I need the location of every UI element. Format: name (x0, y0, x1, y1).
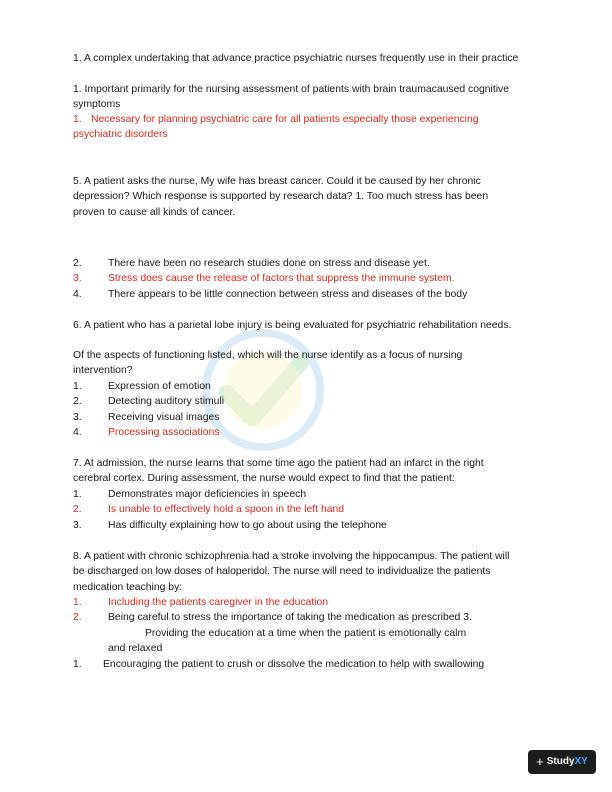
option-text: There have been no research studies done on stress and disease yet. (108, 258, 430, 269)
q6-stem2: Of the aspects of functioning listed, which will the nurse identify as a focus of nursing intervention? (73, 350, 463, 377)
option-text: Being careful to stress the importance of taking the medication as prescribed 3. (108, 612, 472, 623)
q5-stem: 5. A patient asks the nurse, My wife has breast cancer. Could it be caused by her chronic depression? Which response is supported by research data? 1. Too much stress has been proven to cause all kinds of cancer. (73, 176, 489, 218)
option-number: 3. (73, 412, 82, 423)
continuation-text: Providing the education at a time when the patient is emotionally calm (145, 628, 467, 639)
q6-stem1: 6. A patient who has a parietal lobe injury is being evaluated for psychiatric rehabilitation needs. (73, 320, 512, 331)
q5-option-2 (0, 256, 612, 271)
option-text: Expression of emotion (108, 381, 211, 392)
plus-icon: + (536, 754, 544, 770)
option-number: 2. (73, 504, 82, 515)
q7-option-1 (0, 487, 612, 502)
q7-stem: 7. At admission, the nurse learns that some time ago the patient had an infarct in the right cerebral cortex. During assessment, the nurse would expect to find that the patient: (73, 458, 484, 485)
option-number: 1. (73, 659, 82, 670)
q1-answer-num: 1. (73, 114, 82, 125)
q8-option-2 (0, 610, 612, 625)
q1-answer-text: Necessary for planning psychiatric care for all patients especially those experiencing psychiatric disorders (73, 114, 479, 141)
option-number: 2. (73, 258, 82, 269)
option-text: Detecting auditory stimuli (108, 396, 225, 407)
q8-continuation-1 (0, 626, 612, 641)
q6-option-3 (0, 410, 612, 425)
q6-option-1 (0, 379, 612, 394)
q7-option-3 (0, 518, 612, 533)
q1-line1: 1. A complex undertaking that advance practice psychiatric nurses frequently use in their practice (73, 53, 519, 64)
q8-option-1 (0, 595, 612, 610)
option-number: 2. (73, 396, 82, 407)
option-number: 1. (73, 381, 82, 392)
continuation-text: and relaxed (108, 643, 163, 654)
q6-option-2 (0, 394, 612, 409)
option-text: Stress does cause the release of factors that suppress the immune system. (108, 273, 455, 284)
option-text: There appears to be little connection between stress and diseases of the body (108, 289, 468, 300)
q5-option-4 (0, 287, 612, 302)
q1-line2: 1. Important primarily for the nursing assessment of patients with brain traumacaused cognitive symptoms (73, 84, 510, 111)
option-text: Has difficulty explaining how to go about using the telephone (108, 520, 387, 531)
option-text: Demonstrates major deficiencies in speech (108, 489, 307, 500)
option-number: 2. (73, 612, 82, 623)
option-text: Processing associations (108, 427, 220, 438)
brand-name: Study (546, 756, 575, 768)
option-number: 1. (73, 597, 82, 608)
q8-stem: 8. A patient with chronic schizophrenia had a stroke involving the hippocampus. The patient will be discharged on low doses of haloperidol. The nurse will need to individualize the patients medication teaching by: (73, 551, 510, 593)
q7-option-2 (0, 502, 612, 517)
brand-suffix: XY (574, 756, 588, 768)
option-text: Is unable to effectively hold a spoon in the left hand (108, 504, 345, 515)
q6-option-4 (0, 425, 612, 440)
option-number: 3. (73, 520, 82, 531)
q8-last-text: Encouraging the patient to crush or dissolve the medication to help with swallowing (103, 659, 485, 670)
q8-continuation-2 (0, 641, 612, 656)
option-number: 4. (73, 289, 82, 300)
studyxy-badge[interactable] (528, 750, 596, 774)
option-number: 1. (73, 489, 82, 500)
option-text: Receiving visual images (108, 412, 220, 423)
option-number: 4. (73, 427, 82, 438)
option-number: 3. (73, 273, 82, 284)
option-text: Including the patients caregiver in the education (108, 597, 329, 608)
q5-option-3 (0, 271, 612, 286)
